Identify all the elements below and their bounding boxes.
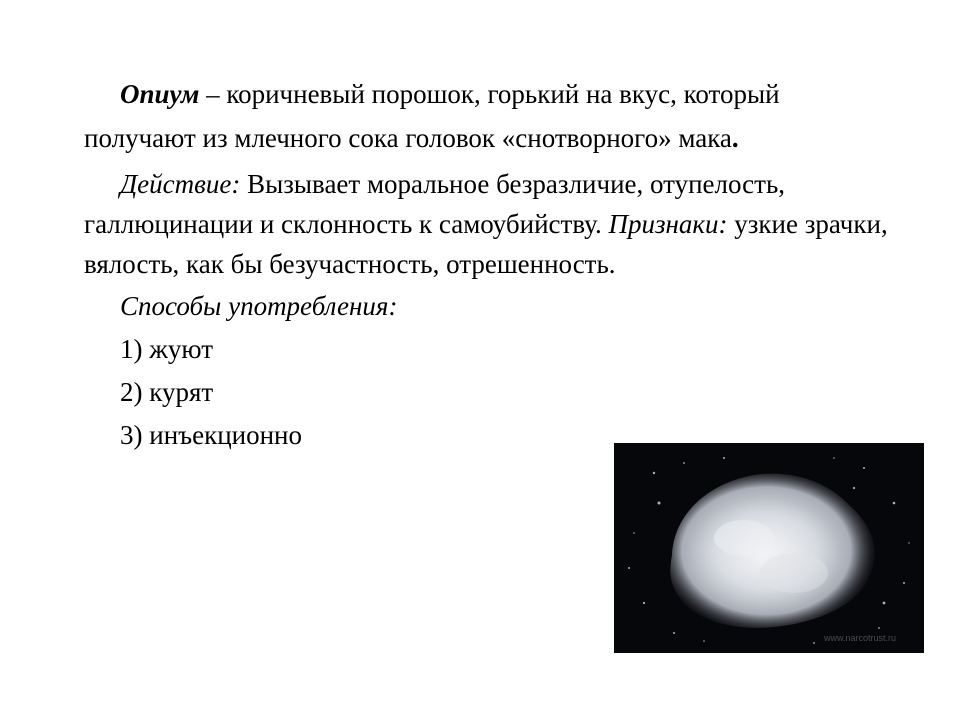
definition-line2: получают из млечного сока головок «снотворного» мака [84,123,732,153]
powder-photo [614,443,924,653]
photo-watermark: www.narcotrust.ru [823,633,896,643]
signs-text: узкие зрачки, вялость, как бы безучастность, отрешенность. [84,209,888,279]
method-item-2: 2) курят [120,377,214,407]
signs-label: Признаки: [608,209,728,239]
opium-definition [84,74,904,158]
action-text: Вызывает моральное безразличие, отупелость, галлюцинации и склонность к самоубийству. [84,169,786,239]
method-item-3: 3) инъекционно [120,420,302,450]
definition-end-dot: . [731,123,739,153]
term-opium: Опиум [120,79,200,109]
effects-paragraph [84,164,904,284]
methods-heading [84,286,904,326]
slide-text [84,74,904,455]
powder-pile-image [614,443,924,653]
action-label: Действие: [120,169,241,199]
methods-heading-text: Способы употребления: [120,291,398,321]
definition-line1: – коричневый порошок, горький на вкус, который [199,79,780,109]
method-item-1: 1) жуют [120,334,214,364]
